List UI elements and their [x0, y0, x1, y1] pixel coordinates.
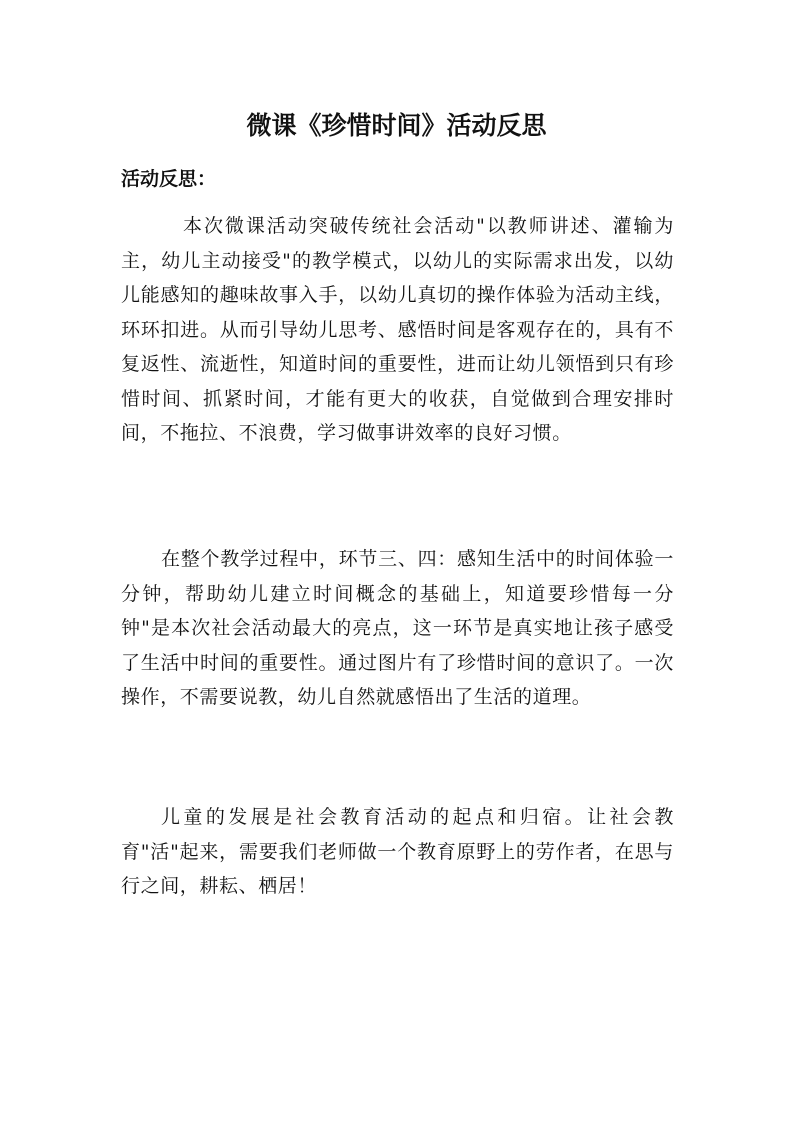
paragraph-3: 儿童的发展是社会教育活动的起点和归宿。让社会教育"活"起来，需要我们老师做一个教育原野上的劳作者，在思与行之间，耕耘、栖居！: [121, 806, 674, 897]
document-title: 微课《珍惜时间》活动反思: [246, 111, 547, 140]
section-heading: 活动反思：: [121, 168, 217, 190]
paragraph-1: 本次微课活动突破传统社会活动"以教师讲述、灌输为主，幼儿主动接受"的教学模式，以幼儿的实际需求出发，以幼儿能感知的趣味故事入手，以幼儿真切的操作体验为活动主线，环环扣进。从而引导幼儿思考、感悟时间是客观存在的，具有不复返性、流逝性，知道时间的重要性，进而让幼儿领悟到只有珍惜时间、抓紧时间，才能有更大的收获，自觉做到合理安排时间，不拖拉、不浪费，学习做事讲效率的良好习惯。: [121, 215, 674, 444]
paragraph-2: 在整个教学过程中，环节三、四：感知生活中的时间体验一分钟，帮助幼儿建立时间概念的基础上，知道要珍惜每一分钟"是本次社会活动最大的亮点，这一环节是真实地让孩子感受了生活中时间的重要性。通过图片有了珍惜时间的意识了。一次操作，不需要说教，幼儿自然就感悟出了生活的道理。: [121, 548, 674, 708]
